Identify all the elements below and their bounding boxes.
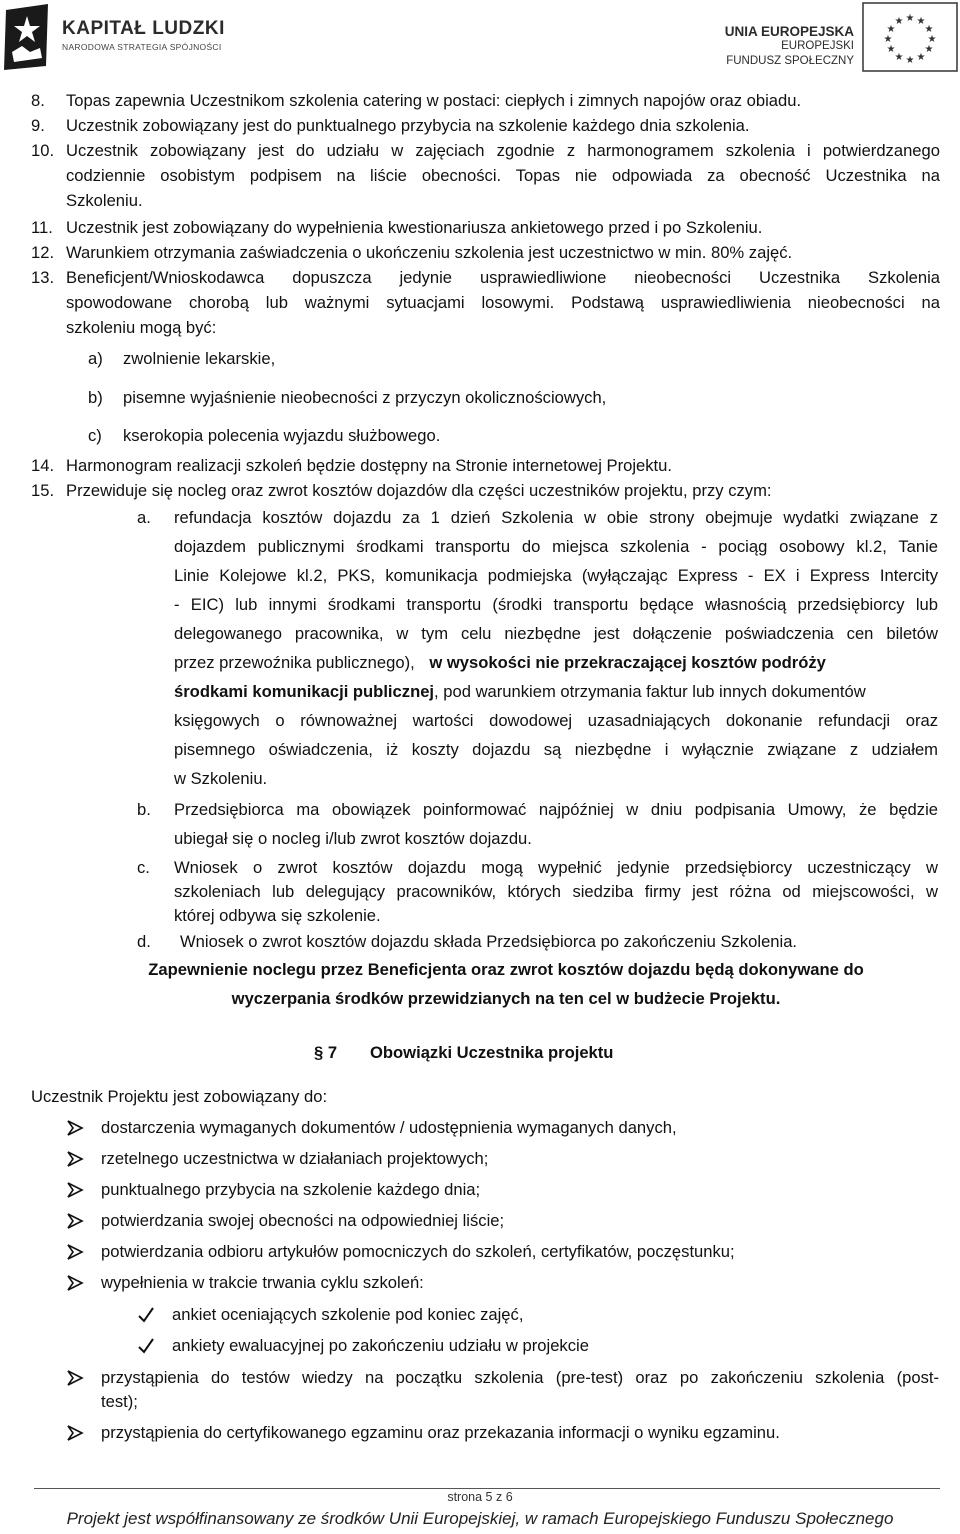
footer-divider bbox=[34, 1488, 940, 1489]
absence-label: c) bbox=[88, 426, 102, 445]
absence-text: kserokopia polecenia wyjazdu służbowego. bbox=[123, 426, 441, 445]
section-symbol: § 7 bbox=[314, 1043, 338, 1062]
svg-text:★: ★ bbox=[927, 34, 937, 45]
sub-text: w Szkoleniu. bbox=[174, 769, 268, 788]
sub-text: delegowanego pracownika, w tym celu niezbędne jest dołączenie poświadczenia cen biletów bbox=[174, 624, 938, 643]
sub-text: pisemnego oświadczenia, iż koszty dojazdu są niezbędne i wyłącznie związane z udziałem bbox=[174, 740, 938, 759]
arrow-bullet-icon bbox=[66, 1150, 84, 1168]
duty-item: rzetelnego uczestnictwa w działaniach projektowych; bbox=[101, 1149, 489, 1168]
absence-text: zwolnienie lekarskie, bbox=[123, 349, 276, 368]
absence-label: b) bbox=[88, 388, 103, 407]
absence-label: a) bbox=[88, 349, 103, 368]
bold-note: wyczerpania środków przewidzianych na ten cel w budżecie Projektu. bbox=[231, 989, 781, 1008]
item-text: spowodowane chorobą lub ważnymi sytuacjami losowymi. Podstawą usprawiedliwienia nieobecności na bbox=[66, 293, 940, 312]
sub-text: - EIC) lub innymi środkami transportu (środki transportu będące własnością przedsiębiorcy lub bbox=[174, 595, 938, 614]
duty-item: przystąpienia do certyfikowanego egzaminu oraz przekazania informacji o wyniku egzaminu. bbox=[101, 1423, 780, 1442]
sub-text: Przedsiębiorca ma obowiązek poinformować najpóźniej w dniu podpisania Umowy, że będzie bbox=[174, 800, 938, 819]
sub-text-bold: środkami komunikacji publicznej bbox=[174, 682, 435, 701]
item-text: Topas zapewnia Uczestnikom szkolenia catering w postaci: ciepłych i zimnych napojów oraz obiadu. bbox=[66, 91, 802, 110]
check-item: ankiet oceniających szkolenie pod koniec zajęć, bbox=[172, 1305, 524, 1324]
sub-text-part: , pod warunkiem otrzymania faktur lub innych dokumentów bbox=[434, 682, 866, 701]
item-text: Warunkiem otrzymania zaświadczenia o ukończeniu szkolenia jest uczestnictwo w min. 80% zajęć. bbox=[66, 243, 793, 262]
item-number: 13. bbox=[31, 268, 55, 287]
sub-text: której odbywa się szkolenie. bbox=[174, 906, 381, 925]
svg-text:★: ★ bbox=[886, 24, 896, 35]
item-text: Uczestnik zobowiązany jest do punktualnego przybycia na szkolenie każdego dnia szkolenia. bbox=[66, 116, 750, 135]
arrow-bullet-icon bbox=[66, 1181, 84, 1199]
item-text: Szkoleniu. bbox=[66, 191, 143, 210]
check-item: ankiety ewaluacyjnej po zakończeniu udziału w projekcie bbox=[172, 1336, 589, 1355]
sub-text: refundacja kosztów dojazdu za 1 dzień Szkolenia w obie strony obejmuje wydatki związane z bbox=[174, 508, 938, 527]
sub-label: a. bbox=[137, 508, 151, 527]
item-text: szkoleniu mogą być: bbox=[66, 318, 217, 337]
sub-text-part: przez przewoźnika publicznego), bbox=[174, 653, 415, 672]
absence-text: pisemne wyjaśnienie nieobecności z przyczyn okolicznościowych, bbox=[123, 388, 607, 407]
sub-text bbox=[174, 681, 866, 703]
duty-item: dostarczenia wymaganych dokumentów / udostępnienia wymaganych danych, bbox=[101, 1118, 677, 1137]
eu-line-1: UNIA EUROPEJSKA bbox=[724, 24, 854, 39]
arrow-bullet-icon bbox=[66, 1243, 84, 1261]
checkmark-icon bbox=[137, 1337, 155, 1355]
item-text: Uczestnik jest zobowiązany do wypełnienia kwestionariusza ankietowego przed i po Szkoleniu. bbox=[66, 218, 763, 237]
footer-note: Projekt jest współfinansowany ze środków Unii Europejskiej, w ramach Europejskiego Funduszu Społecznego bbox=[66, 1509, 894, 1528]
section-title: Obowiązki Uczestnika projektu bbox=[370, 1043, 614, 1062]
sub-label: c. bbox=[137, 858, 150, 877]
svg-text:★: ★ bbox=[916, 52, 926, 63]
sub-label: d. bbox=[137, 932, 151, 951]
sub-text: Wniosek o zwrot kosztów dojazdu mogą wypełnić jedynie przedsiębiorcy uczestniczący w bbox=[174, 858, 938, 877]
svg-text:★: ★ bbox=[905, 13, 915, 24]
item-text: Harmonogram realizacji szkoleń będzie dostępny na Stronie internetowej Projektu. bbox=[66, 456, 672, 475]
kapital-ludzki-logo bbox=[2, 2, 52, 72]
duty-item: wypełnienia w trakcie trwania cyklu szkoleń: bbox=[101, 1273, 424, 1292]
bold-note: Zapewnienie noclegu przez Beneficjenta oraz zwrot kosztów dojazdu będą dokonywane do bbox=[148, 960, 864, 979]
sub-label: b. bbox=[137, 800, 151, 819]
duty-item: test); bbox=[101, 1392, 138, 1411]
svg-text:★: ★ bbox=[916, 16, 926, 27]
duty-item: punktualnego przybycia na szkolenie każdego dnia; bbox=[101, 1180, 481, 1199]
eu-line-3: FUNDUSZ SPOŁECZNY bbox=[726, 55, 854, 67]
arrow-bullet-icon bbox=[66, 1119, 84, 1137]
sub-text: Linie Kolejowe kl.2, PKS, komunikacja podmiejska (wyłączając Express - EX i Express Intercity bbox=[174, 566, 938, 585]
duties-intro: Uczestnik Projektu jest zobowiązany do: bbox=[31, 1087, 328, 1106]
kl-title: KAPITAŁ LUDZKI bbox=[62, 18, 225, 39]
sub-text: ubiegał się o nocleg i/lub zwrot kosztów dojazdu. bbox=[174, 829, 532, 848]
eu-label bbox=[725, 24, 854, 69]
arrow-bullet-icon bbox=[66, 1212, 84, 1230]
item-text: Uczestnik zobowiązany jest do udziału w zajęciach zgodnie z harmonogramem szkolenia i potwierdzanego bbox=[66, 141, 940, 160]
duty-item: potwierdzania swojej obecności na odpowiedniej liście; bbox=[101, 1211, 505, 1230]
arrow-bullet-icon bbox=[66, 1424, 84, 1442]
duty-item: przystąpienia do testów wiedzy na początku szkolenia (pre-test) oraz po zakończeniu szkolenia (post- bbox=[101, 1368, 939, 1387]
item-number: 15. bbox=[31, 481, 55, 500]
sub-text: Wniosek o zwrot kosztów dojazdu składa Przedsiębiorca po zakończeniu Szkolenia. bbox=[180, 932, 798, 951]
item-number: 12. bbox=[31, 243, 55, 262]
page-number: strona 5 z 6 bbox=[447, 1490, 513, 1504]
arrow-bullet-icon bbox=[66, 1369, 84, 1387]
kl-subtitle: NARODOWA STRATEGIA SPÓJNOŚCI bbox=[62, 42, 222, 52]
svg-text:★: ★ bbox=[905, 55, 915, 66]
sub-text: dojazdem publicznymi środkami transportu do miejsca szkolenia - pociąg osobowy kl.2, Tanie bbox=[174, 537, 938, 556]
svg-text:★: ★ bbox=[886, 44, 896, 55]
sub-text-bold: w wysokości nie przekraczającej kosztów podróży bbox=[429, 653, 826, 672]
item-number: 8. bbox=[31, 91, 45, 110]
duty-item: potwierdzania odbioru artykułów pomocniczych do szkoleń, certyfikatów, poczęstunku; bbox=[101, 1242, 735, 1261]
checkmark-icon bbox=[137, 1306, 155, 1324]
item-number: 14. bbox=[31, 456, 55, 475]
item-text: codziennie osobistym podpisem na liście obecności. Topas nie odpowiada za obecność Uczestnika na bbox=[66, 166, 940, 185]
eu-line-2: EUROPEJSKI bbox=[781, 40, 854, 52]
item-number: 11. bbox=[31, 218, 53, 237]
eu-flag-icon bbox=[862, 2, 958, 72]
item-number: 10. bbox=[31, 141, 55, 160]
sub-text: księgowych o równoważnej wartości dowodowej uzasadniających dokonanie refundacji oraz bbox=[174, 711, 938, 730]
svg-text:★: ★ bbox=[894, 52, 904, 63]
page-header bbox=[0, 0, 960, 80]
item-number: 9. bbox=[31, 116, 45, 135]
arrow-bullet-icon bbox=[66, 1274, 84, 1292]
svg-text:★: ★ bbox=[894, 16, 904, 27]
svg-text:★: ★ bbox=[924, 24, 934, 35]
item-text: Przewiduje się nocleg oraz zwrot kosztów dojazdów dla części uczestników projektu, przy czym: bbox=[66, 481, 772, 500]
item-text: Beneficjent/Wnioskodawca dopuszcza jedynie usprawiedliwione nieobecności Uczestnika Szkolenia bbox=[66, 268, 940, 287]
svg-text:★: ★ bbox=[924, 44, 934, 55]
sub-text: szkoleniach lub delegujący pracowników, których siedziba firmy jest różna od miejscowości, w bbox=[174, 882, 938, 901]
sub-text bbox=[174, 652, 826, 674]
svg-text:★: ★ bbox=[883, 34, 893, 45]
